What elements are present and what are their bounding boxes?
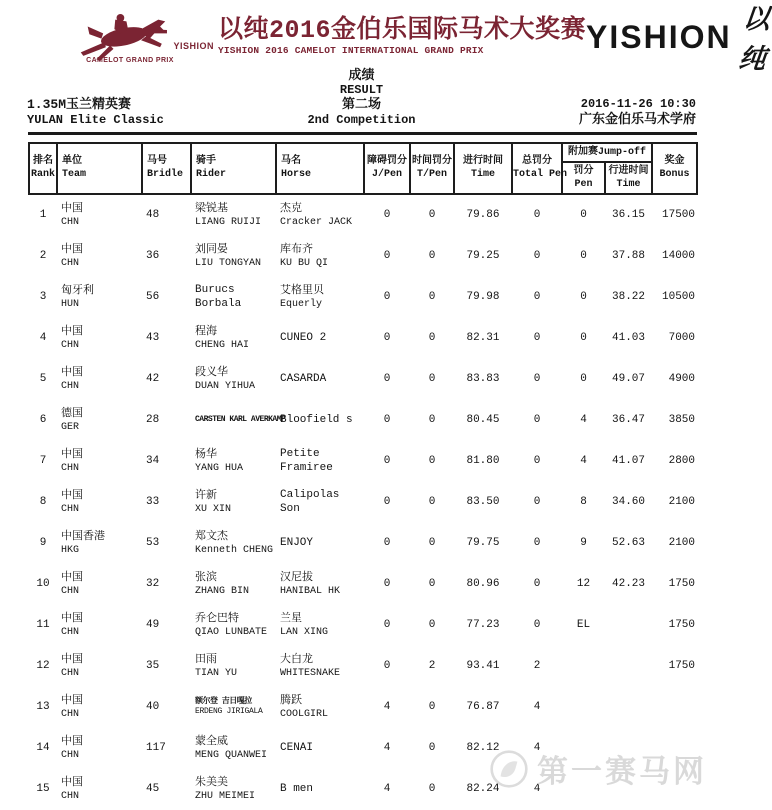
total-penalty-cell: 4 — [533, 783, 541, 796]
team-cell: 中国 CHN — [61, 653, 83, 680]
rank-cell: 4 — [39, 332, 47, 345]
rider-cell: 杨华 YANG HUA — [195, 448, 244, 475]
time-penalty-cell: 0 — [428, 209, 436, 222]
jump-penalty-cell: 0 — [383, 373, 391, 386]
col-header-jpen: 障碍罚分 J/Pen — [364, 143, 410, 194]
table-row — [29, 400, 697, 441]
jumpoff-penalty-cell — [562, 687, 605, 728]
horse-cell: 大白龙 WHITESNAKE — [280, 653, 341, 680]
rank-cell: 10 — [36, 578, 50, 591]
page-title-en: YISHION 2016 CAMELOT INTERNATIONAL GRAND PRIX — [218, 45, 484, 57]
table-row — [29, 441, 697, 482]
bonus-cell: 1750 — [668, 660, 696, 673]
horse-cell: 汉尼拔 HANIBAL HK — [280, 571, 341, 598]
rider-cell: Burucs Borbala — [195, 284, 242, 311]
event-logo-yishion-text: YISHION — [173, 40, 214, 51]
rider-cell: 程海 CHENG HAI — [195, 325, 250, 352]
jumpoff-penalty-cell: 0 — [580, 332, 587, 345]
jump-penalty-cell: 0 — [383, 619, 391, 632]
rider-cell: 许新 XU XIN — [195, 489, 232, 516]
team-cell: 中国 CHN — [61, 243, 83, 270]
rider-cell: 额尔登 吉日嘎拉 ERDENG JIRIGALA — [195, 697, 263, 717]
rank-cell: 6 — [39, 414, 47, 427]
table-row — [29, 482, 697, 523]
time-penalty-cell: 2 — [428, 660, 436, 673]
bonus-cell: 10500 — [662, 291, 696, 304]
bonus-cell: 4900 — [668, 373, 696, 386]
bridle-number-cell: 33 — [146, 496, 160, 509]
time-cell: 82.24 — [466, 783, 500, 796]
rank-cell: 8 — [39, 496, 47, 509]
bridle-number-cell: 32 — [146, 578, 160, 591]
date-time: 2016-11-26 10:30 — [580, 97, 696, 112]
bridle-number-cell: 43 — [146, 332, 160, 345]
jumpoff-penalty-cell: 0 — [580, 209, 587, 222]
datetime-venue-block — [416, 97, 696, 126]
horse-cell: ENJOY — [280, 537, 314, 550]
jumpoff-time-cell: 34.60 — [612, 496, 646, 509]
team-cell: 中国 CHN — [61, 612, 83, 639]
jumpoff-penalty-cell: 0 — [580, 250, 587, 263]
col-header-bonus: 奖金 Bonus — [652, 143, 697, 194]
bridle-number-cell: 42 — [146, 373, 160, 386]
time-penalty-cell: 0 — [428, 250, 436, 263]
rider-cell: CARSTEN KARL AVERKAMP — [195, 415, 286, 425]
horse-cell: Calipolas Son — [280, 489, 340, 516]
col-header-jumpoff-pen: 罚分 Pen — [562, 162, 605, 194]
time-cell: 80.96 — [466, 578, 500, 591]
horse-cell: 兰星 LAN XING — [280, 612, 329, 639]
jumpoff-time-cell — [605, 728, 652, 769]
rider-cell: 蒙全威 MENG QUANWEI — [195, 735, 268, 762]
time-penalty-cell: 0 — [428, 701, 436, 714]
time-cell: 79.25 — [466, 250, 500, 263]
total-penalty-cell: 0 — [533, 537, 541, 550]
jump-penalty-cell: 0 — [383, 578, 391, 591]
horse-cell: 艾格里贝 Equerly — [280, 284, 324, 311]
time-cell: 79.75 — [466, 537, 500, 550]
rank-cell: 9 — [39, 537, 47, 550]
total-penalty-cell: 0 — [533, 250, 541, 263]
rank-cell: 7 — [39, 455, 47, 468]
col-header-rank: 排名 Rank — [29, 143, 57, 194]
bonus-cell — [652, 687, 697, 728]
time-penalty-cell: 0 — [428, 619, 436, 632]
results-body — [29, 194, 697, 810]
table-row — [29, 523, 697, 564]
bridle-number-cell: 49 — [146, 619, 160, 632]
round-label-en: 2nd Competition — [307, 112, 416, 127]
horse-cell: 杰克 Cracker JACK — [280, 202, 353, 229]
jump-penalty-cell: 0 — [383, 332, 391, 345]
jump-penalty-cell: 0 — [383, 660, 391, 673]
total-penalty-cell: 0 — [533, 578, 541, 591]
bonus-cell: 3850 — [668, 414, 696, 427]
total-penalty-cell: 0 — [533, 291, 541, 304]
rank-cell: 1 — [39, 209, 47, 222]
time-cell: 82.12 — [466, 742, 500, 755]
total-penalty-cell: 2 — [533, 660, 541, 673]
jump-penalty-cell: 4 — [383, 742, 391, 755]
header-rule — [28, 132, 697, 135]
jumpoff-penalty-cell: 0 — [580, 373, 587, 386]
bridle-number-cell: 40 — [146, 701, 160, 714]
time-cell: 83.83 — [466, 373, 500, 386]
col-header-total-pen: 总罚分 Total Pen — [512, 143, 562, 194]
table-row — [29, 236, 697, 277]
rank-cell: 13 — [36, 701, 50, 714]
total-penalty-cell: 0 — [533, 496, 541, 509]
total-penalty-cell: 0 — [533, 455, 541, 468]
bonus-cell: 7000 — [668, 332, 696, 345]
jumpoff-time-cell: 41.07 — [612, 455, 646, 468]
table-row — [29, 318, 697, 359]
horse-cell: Petite Framiree — [280, 448, 333, 475]
bonus-cell: 1750 — [668, 578, 696, 591]
time-cell: 76.87 — [466, 701, 500, 714]
jumpoff-penalty-cell: 0 — [580, 291, 587, 304]
results-table-header — [29, 143, 697, 194]
rank-cell: 14 — [36, 742, 50, 755]
time-penalty-cell: 0 — [428, 578, 436, 591]
jumpoff-penalty-cell — [562, 728, 605, 769]
jump-penalty-cell: 4 — [383, 783, 391, 796]
bonus-cell: 2100 — [668, 496, 696, 509]
event-title — [218, 15, 587, 57]
time-penalty-cell: 0 — [428, 414, 436, 427]
team-cell: 匈牙利 HUN — [61, 284, 94, 311]
jump-penalty-cell: 0 — [383, 414, 391, 427]
total-penalty-cell: 0 — [533, 209, 541, 222]
time-penalty-cell: 0 — [428, 496, 436, 509]
table-row — [29, 687, 697, 728]
round-label-cn: 第二场 — [341, 97, 381, 113]
col-header-jumpoff: 附加赛Jump-off — [562, 143, 652, 162]
jump-penalty-cell: 0 — [383, 250, 391, 263]
total-penalty-cell: 0 — [533, 619, 541, 632]
time-cell: 80.45 — [466, 414, 500, 427]
rank-cell: 2 — [39, 250, 47, 263]
venue: 广东金伯乐马术学府 — [578, 111, 696, 127]
team-cell: 中国 CHN — [61, 448, 83, 475]
horse-cell: 腾跃 COOLGIRL — [280, 694, 329, 721]
result-label-cn: 成绩 — [348, 68, 375, 83]
jump-penalty-cell: 0 — [383, 291, 391, 304]
jumpoff-penalty-cell: 4 — [580, 414, 587, 427]
event-logo-grandprix-text: CAMELOT GRAND PRIX — [86, 56, 174, 64]
team-cell: 中国 CHN — [61, 694, 83, 721]
horse-cell: Bloofield s — [280, 414, 353, 427]
table-row — [29, 359, 697, 400]
table-row — [29, 728, 697, 769]
col-header-horse: 马名 Horse — [276, 143, 364, 194]
bonus-cell: 14000 — [662, 250, 696, 263]
bridle-number-cell: 56 — [146, 291, 160, 304]
bridle-number-cell: 53 — [146, 537, 160, 550]
brand-wordmark: YISHION — [586, 18, 732, 55]
bonus-cell: 17500 — [662, 209, 696, 222]
rank-cell: 15 — [36, 783, 50, 796]
team-cell: 中国 CHN — [61, 325, 83, 352]
jump-penalty-cell: 0 — [383, 455, 391, 468]
jumpoff-time-cell — [605, 769, 652, 810]
rider-cell: 刘同晏 LIU TONGYAN — [195, 243, 262, 270]
jumpoff-time-cell: 38.22 — [612, 291, 646, 304]
horse-cell: CENAI — [280, 742, 314, 755]
jumpoff-time-cell: 41.03 — [612, 332, 646, 345]
jumpoff-time-cell: 37.88 — [612, 250, 646, 263]
jumpoff-time-cell: 36.15 — [612, 209, 646, 222]
jump-penalty-cell: 0 — [383, 209, 391, 222]
watermark-text: 第一赛马网 — [537, 754, 707, 789]
col-header-tpen: 时间罚分 T/Pen — [410, 143, 454, 194]
team-cell: 中国 CHN — [61, 735, 83, 762]
rank-cell: 5 — [39, 373, 47, 386]
rider-cell: 田雨 TIAN YU — [195, 653, 238, 680]
jumpoff-penalty-cell: 4 — [580, 455, 587, 468]
table-row — [29, 769, 697, 810]
table-row — [29, 194, 697, 236]
brand-logo — [586, 0, 772, 77]
team-cell: 中国香港 HKG — [61, 530, 105, 557]
time-cell: 83.50 — [466, 496, 500, 509]
total-penalty-cell: 4 — [533, 701, 541, 714]
result-label-en: RESULT — [339, 83, 384, 98]
jump-penalty-cell: 0 — [383, 537, 391, 550]
rank-cell: 11 — [36, 619, 50, 632]
rider-cell: 朱美美 ZHU MEIMEI — [195, 776, 256, 803]
jumpoff-penalty-cell: 8 — [580, 496, 587, 509]
jumpoff-time-cell: 49.07 — [612, 373, 646, 386]
bridle-number-cell: 117 — [146, 742, 166, 755]
bridle-number-cell: 36 — [146, 250, 160, 263]
competition-name — [27, 97, 307, 126]
rider-cell: 梁锐基 LIANG RUIJI — [195, 202, 262, 229]
bridle-number-cell: 28 — [146, 414, 160, 427]
jumpoff-penalty-cell — [562, 646, 605, 687]
time-cell: 77.23 — [466, 619, 500, 632]
jumpoff-time-cell: 36.47 — [612, 414, 646, 427]
bonus-cell: 1750 — [668, 619, 696, 632]
jumpoff-penalty-cell — [562, 769, 605, 810]
bonus-cell — [652, 769, 697, 810]
table-row — [29, 605, 697, 646]
jumpoff-time-cell: 52.63 — [612, 537, 646, 550]
time-penalty-cell: 0 — [428, 783, 436, 796]
bridle-number-cell: 34 — [146, 455, 160, 468]
team-cell: 中国 CHN — [61, 776, 83, 803]
time-cell: 93.41 — [466, 660, 500, 673]
rank-cell: 12 — [36, 660, 50, 673]
team-cell: 中国 CHN — [61, 489, 83, 516]
rider-cell: 段义华 DUAN YIHUA — [195, 366, 256, 393]
jump-penalty-cell: 4 — [383, 701, 391, 714]
jumpoff-penalty-cell: EL — [576, 619, 591, 632]
time-cell: 79.86 — [466, 209, 500, 222]
total-penalty-cell: 4 — [533, 742, 541, 755]
col-header-rider: 骑手 Rider — [191, 143, 276, 194]
time-penalty-cell: 0 — [428, 373, 436, 386]
col-header-jumpoff-time: 行进时间 Time — [605, 162, 652, 194]
jumpoff-time-cell — [605, 687, 652, 728]
time-cell: 82.31 — [466, 332, 500, 345]
brand-cn-text: 以纯 — [736, 7, 771, 77]
time-cell: 79.98 — [466, 291, 500, 304]
col-header-bridle: 马号 Bridle — [142, 143, 191, 194]
table-row — [29, 277, 697, 318]
event-logo — [44, 11, 216, 64]
rank-cell: 3 — [39, 291, 47, 304]
jumpoff-time-cell — [605, 605, 652, 646]
horse-jump-icon — [44, 11, 202, 61]
competition-name-en: YULAN Elite Classic — [27, 112, 164, 127]
rider-cell: 张滨 ZHANG BIN — [195, 571, 250, 598]
col-header-team: 单位 Team — [57, 143, 142, 194]
results-table — [28, 142, 698, 810]
page-title-cn: 以纯2016金伯乐国际马术大奖赛 — [218, 15, 587, 45]
total-penalty-cell: 0 — [533, 414, 541, 427]
time-penalty-cell: 0 — [428, 332, 436, 345]
horse-cell: B men — [280, 783, 314, 796]
team-cell: 中国 CHN — [61, 202, 83, 229]
rider-cell: 郑文杰 Kenneth CHENG — [195, 530, 274, 557]
jumpoff-time-cell: 42.23 — [612, 578, 646, 591]
bridle-number-cell: 35 — [146, 660, 160, 673]
rider-cell: 乔仑巴特 QIAO LUNBATE — [195, 612, 268, 639]
horse-cell: CUNEO 2 — [280, 332, 327, 345]
horse-cell: CASARDA — [280, 373, 327, 386]
bonus-cell: 2100 — [668, 537, 696, 550]
bonus-cell — [652, 728, 697, 769]
time-cell: 81.80 — [466, 455, 500, 468]
col-header-time: 进行时间 Time — [454, 143, 512, 194]
bridle-number-cell: 45 — [146, 783, 160, 796]
team-cell: 德国 GER — [61, 407, 83, 434]
jumpoff-time-cell — [605, 646, 652, 687]
total-penalty-cell: 0 — [533, 373, 541, 386]
team-cell: 中国 CHN — [61, 571, 83, 598]
jumpoff-penalty-cell: 12 — [576, 578, 591, 591]
horse-cell: 库布齐 KU BU QI — [280, 243, 329, 270]
competition-name-cn: 1.35M玉兰精英赛 — [27, 97, 132, 113]
jump-penalty-cell: 0 — [383, 496, 391, 509]
table-row — [29, 564, 697, 605]
time-penalty-cell: 0 — [428, 291, 436, 304]
time-penalty-cell: 0 — [428, 537, 436, 550]
table-row — [29, 646, 697, 687]
time-penalty-cell: 0 — [428, 742, 436, 755]
bonus-cell: 2800 — [668, 455, 696, 468]
team-cell: 中国 CHN — [61, 366, 83, 393]
total-penalty-cell: 0 — [533, 332, 541, 345]
result-round-block — [307, 68, 415, 127]
time-penalty-cell: 0 — [428, 455, 436, 468]
jumpoff-penalty-cell: 9 — [580, 537, 587, 550]
bridle-number-cell: 48 — [146, 209, 160, 222]
